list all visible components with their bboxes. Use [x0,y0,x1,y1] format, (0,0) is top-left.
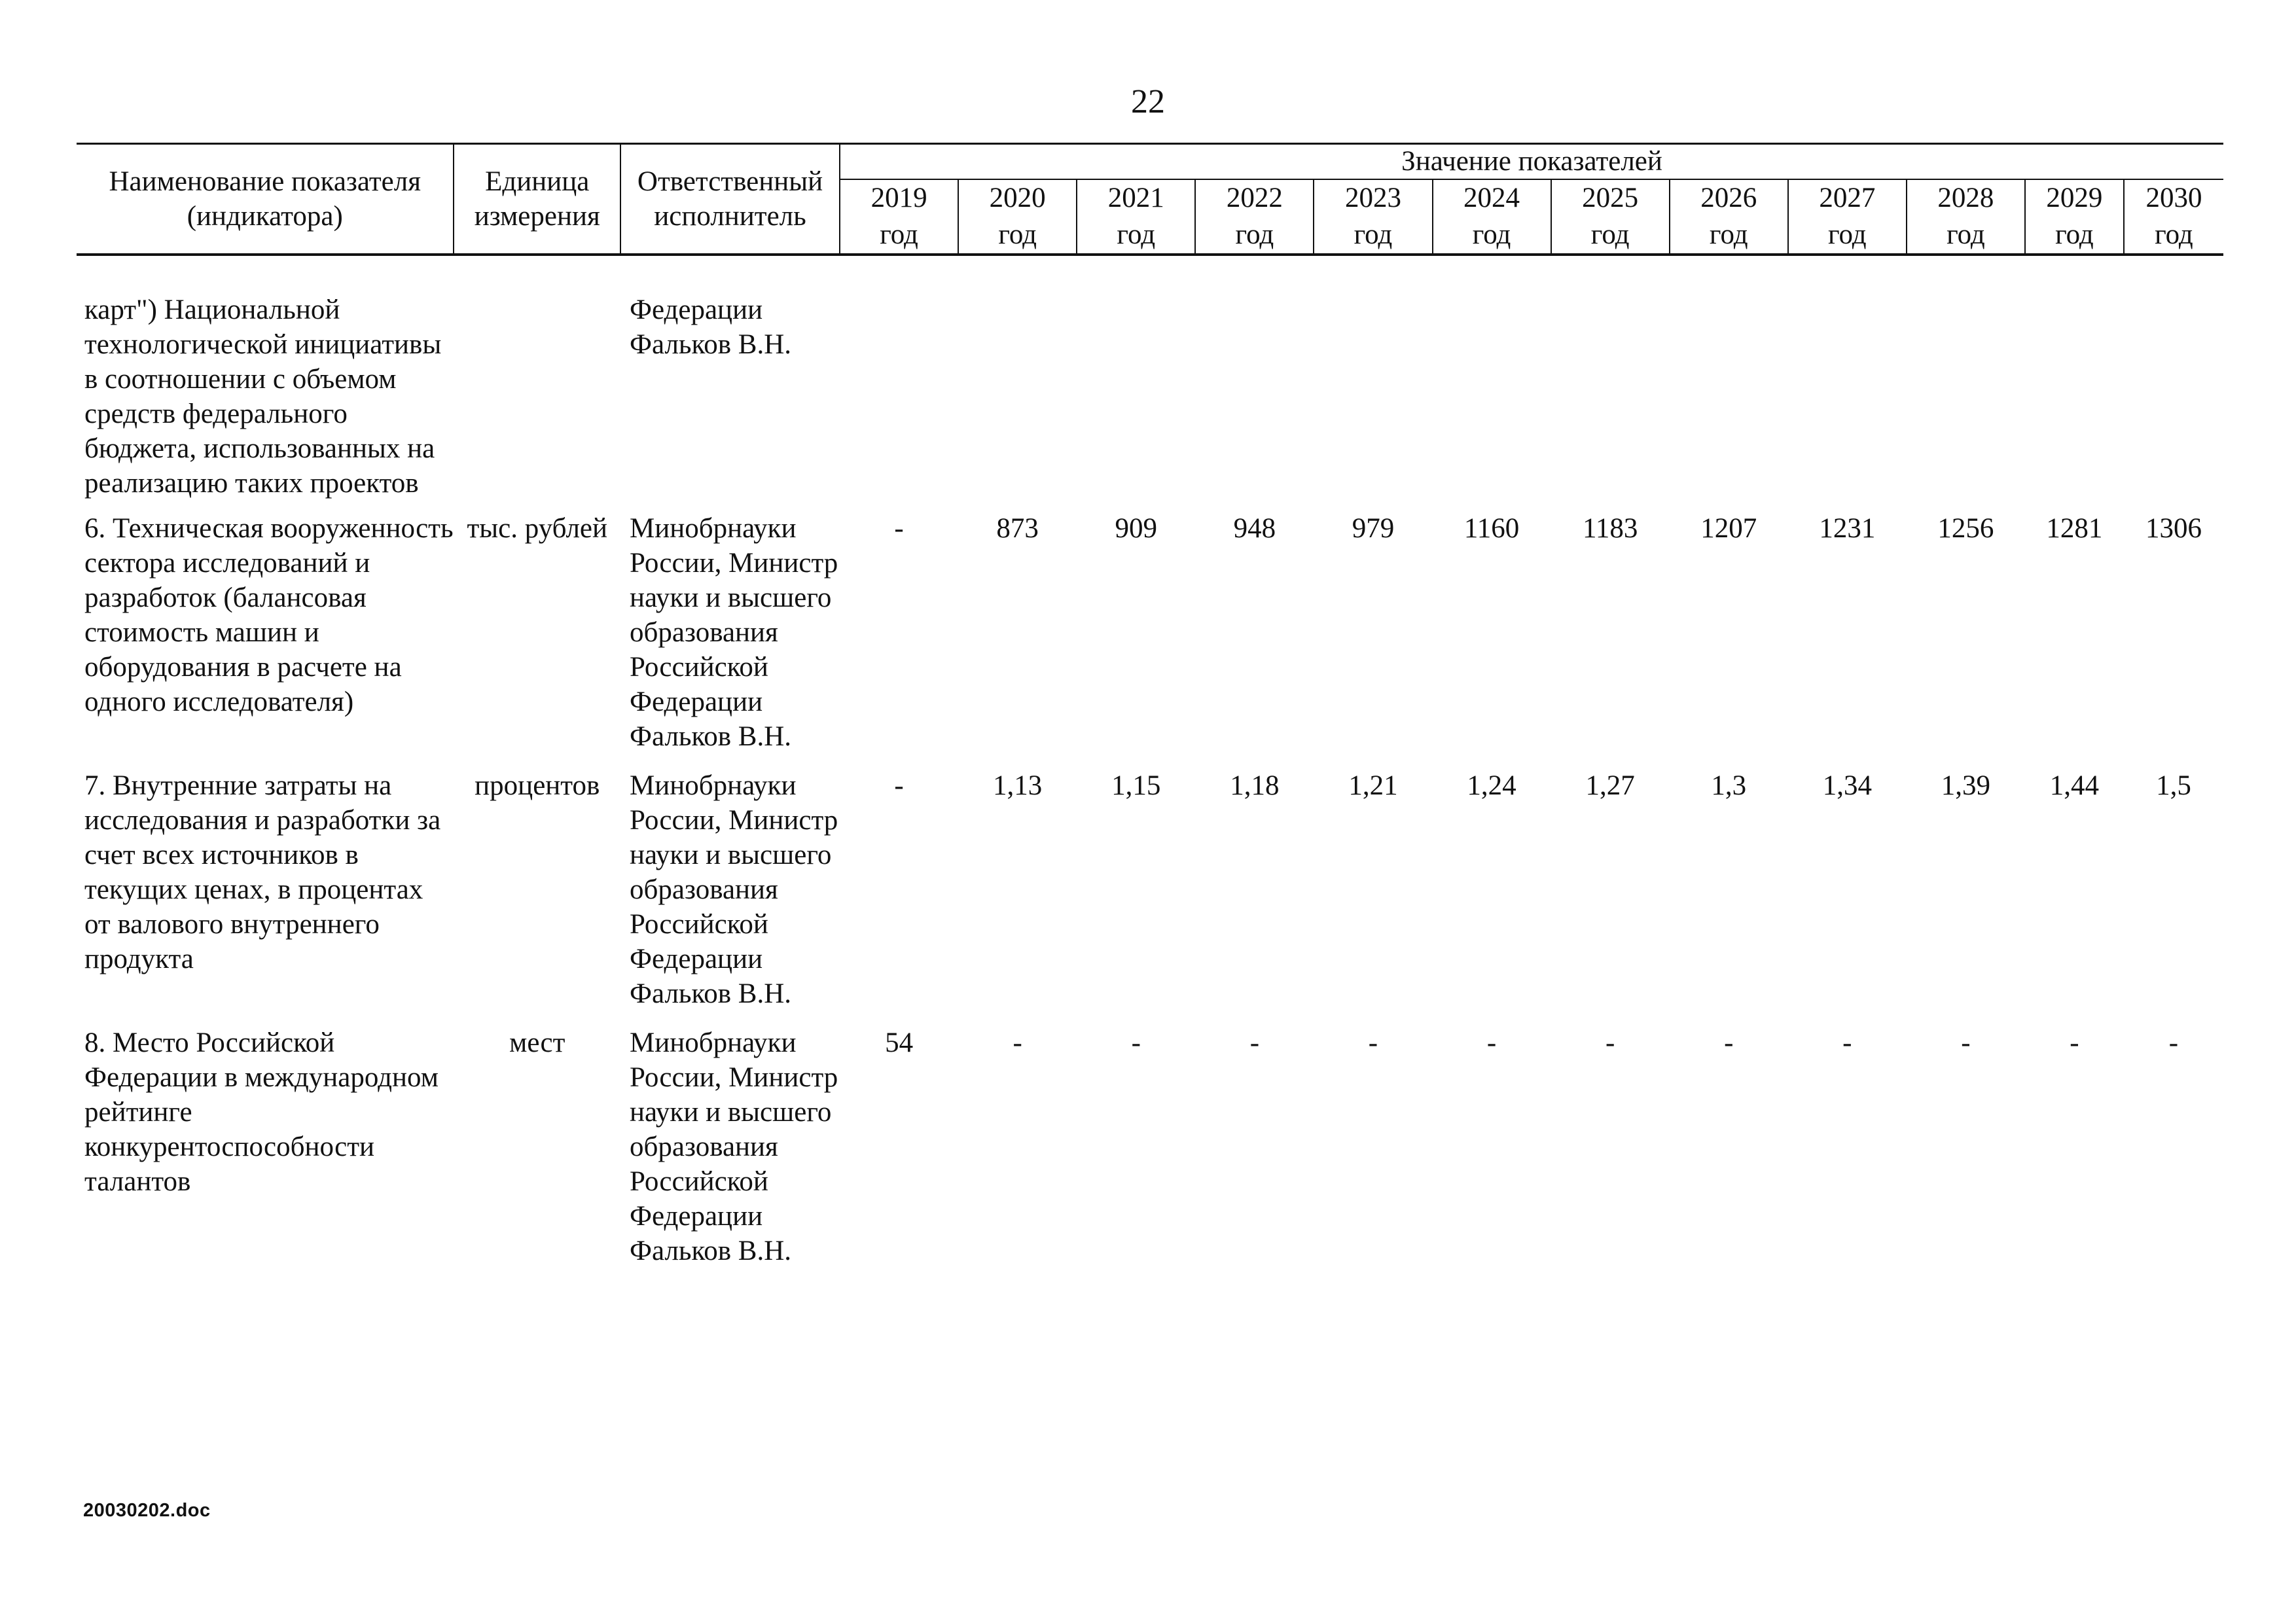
header-year [1788,179,1907,255]
year-label: 2019 [870,183,927,213]
header-year [958,179,1077,255]
indicator-value: - [2168,1027,2179,1058]
indicator-value [1670,293,1788,511]
year-unit: год [1946,219,1985,250]
header-year [840,179,958,255]
table-spacer [77,255,2223,293]
header-year [2124,179,2223,255]
indicator-executor: Минобрнауки России, Министр науки и высшего образования Российской Федерации Фальков В.Н. [630,513,838,752]
page-number: 22 [1131,83,1165,120]
indicator-value: 1160 [1463,513,1520,544]
year-label: 2025 [1582,183,1639,213]
year-label: 2021 [1107,183,1164,213]
indicator-value: - [1605,1027,1615,1058]
year-label: 2023 [1344,183,1401,213]
footer-file-name: 20030202.doc [83,1500,211,1521]
indicator-value: - [2070,1027,2079,1058]
indicator-name: карт") Национальной технологической инициативы в соотношении с объемом средств федерального бюджета, использованных на реализацию таких проектов [84,294,442,499]
indicator-value: - [1131,1027,1141,1058]
indicator-value: - [894,513,904,544]
year-unit: год [1354,219,1393,250]
indicator-value [1314,293,1432,511]
indicator-value: 1183 [1582,513,1638,544]
year-label: 2029 [2046,183,2103,213]
indicator-value [840,293,958,511]
indicator-value: 948 [1233,513,1276,544]
indicator-value: 1,13 [993,770,1043,801]
year-label: 2022 [1226,183,1283,213]
indicator-value [1195,293,1314,511]
indicator-value: 979 [1352,513,1395,544]
indicator-value: 909 [1115,513,1158,544]
indicator-value: - [1961,1027,1971,1058]
header-unit: Единица измерения [454,144,620,255]
indicator-unit [454,293,620,511]
year-label: 2030 [2145,183,2202,213]
indicator-value: 1,18 [1230,770,1280,801]
indicator-value: 1,15 [1111,770,1161,801]
year-unit: год [998,219,1037,250]
indicator-value: 1,3 [1711,770,1747,801]
indicator-name: 7. Внутренние затраты на исследования и разработки за счет всех источников в текущих ценах, в процентах от валового внутреннего продукта [84,770,441,974]
indicator-value: 1,21 [1348,770,1398,801]
year-unit: год [1117,219,1156,250]
indicator-value: - [1842,1027,1852,1058]
indicator-value: 1,5 [2156,770,2191,801]
indicator-value: 1,34 [1822,770,1872,801]
indicator-name: 8. Место Российской Федерации в международном рейтинге конкурентоспособности талантов [84,1027,439,1197]
table-row [77,293,2223,511]
indicator-value [958,293,1077,511]
header-year [1077,179,1195,255]
indicator-name: 6. Техническая вооруженность сектора исследований и разработок (балансовая стоимость машин и оборудования в расчете на одного исследователя) [84,513,454,717]
indicator-value [1788,293,1907,511]
indicator-value: 1207 [1700,513,1757,544]
indicators-table [77,143,2223,1268]
header-name: Наименование показателя (индикатора) [77,144,454,255]
header-values-group: Значение показателей [840,144,2223,180]
indicator-value: - [1013,1027,1022,1058]
table-row [77,1026,2223,1268]
indicator-value: - [1724,1027,1734,1058]
indicator-value [2124,293,2223,511]
indicator-value: 1231 [1819,513,1876,544]
header-year [1551,179,1670,255]
header-year [1314,179,1432,255]
indicator-value: 1,39 [1941,770,1991,801]
year-unit: год [1472,219,1511,250]
indicator-value [1907,293,2025,511]
indicator-executor: Федерации Фальков В.Н. [630,294,792,360]
indicator-unit: процентов [475,770,600,801]
year-label: 2024 [1463,183,1520,213]
header-year [1433,179,1551,255]
indicator-executor: Минобрнауки России, Министр науки и высшего образования Российской Федерации Фальков В.Н. [630,1027,838,1266]
year-unit: год [2155,219,2193,250]
year-unit: год [1590,219,1630,250]
table-row [77,511,2223,768]
indicator-value [1077,293,1195,511]
indicator-value: 873 [996,513,1039,544]
header-year [2025,179,2124,255]
indicator-value: 54 [885,1027,914,1058]
year-label: 2020 [989,183,1046,213]
year-label: 2026 [1700,183,1757,213]
year-unit: год [1235,219,1274,250]
indicator-executor: Минобрнауки России, Министр науки и высшего образования Российской Федерации Фальков В.Н. [630,770,838,1009]
indicator-value [2025,293,2124,511]
indicator-value: - [1368,1027,1378,1058]
year-unit: год [2055,219,2094,250]
indicator-value [1433,293,1551,511]
table-row [77,768,2223,1026]
indicator-value: 1306 [2145,513,2202,544]
indicator-value: 1,24 [1467,770,1516,801]
indicator-unit: тыс. рублей [467,513,607,544]
indicator-unit: мест [509,1027,565,1058]
indicator-value [1551,293,1670,511]
indicator-value: 1256 [1937,513,1994,544]
indicator-value: 1,27 [1585,770,1635,801]
indicator-value: 1,44 [2049,770,2100,801]
year-unit: год [880,219,918,250]
indicator-value: - [1486,1027,1497,1058]
header-year [1670,179,1788,255]
indicator-value: 1281 [2046,513,2103,544]
year-label: 2028 [1937,183,1994,213]
header-executor: Ответственный исполнитель [620,144,840,255]
indicator-value: - [1249,1027,1260,1058]
header-year [1195,179,1314,255]
indicator-value: - [894,770,904,801]
year-label: 2027 [1819,183,1876,213]
header-year [1907,179,2025,255]
year-unit: год [1709,219,1748,250]
year-unit: год [1827,219,1867,250]
